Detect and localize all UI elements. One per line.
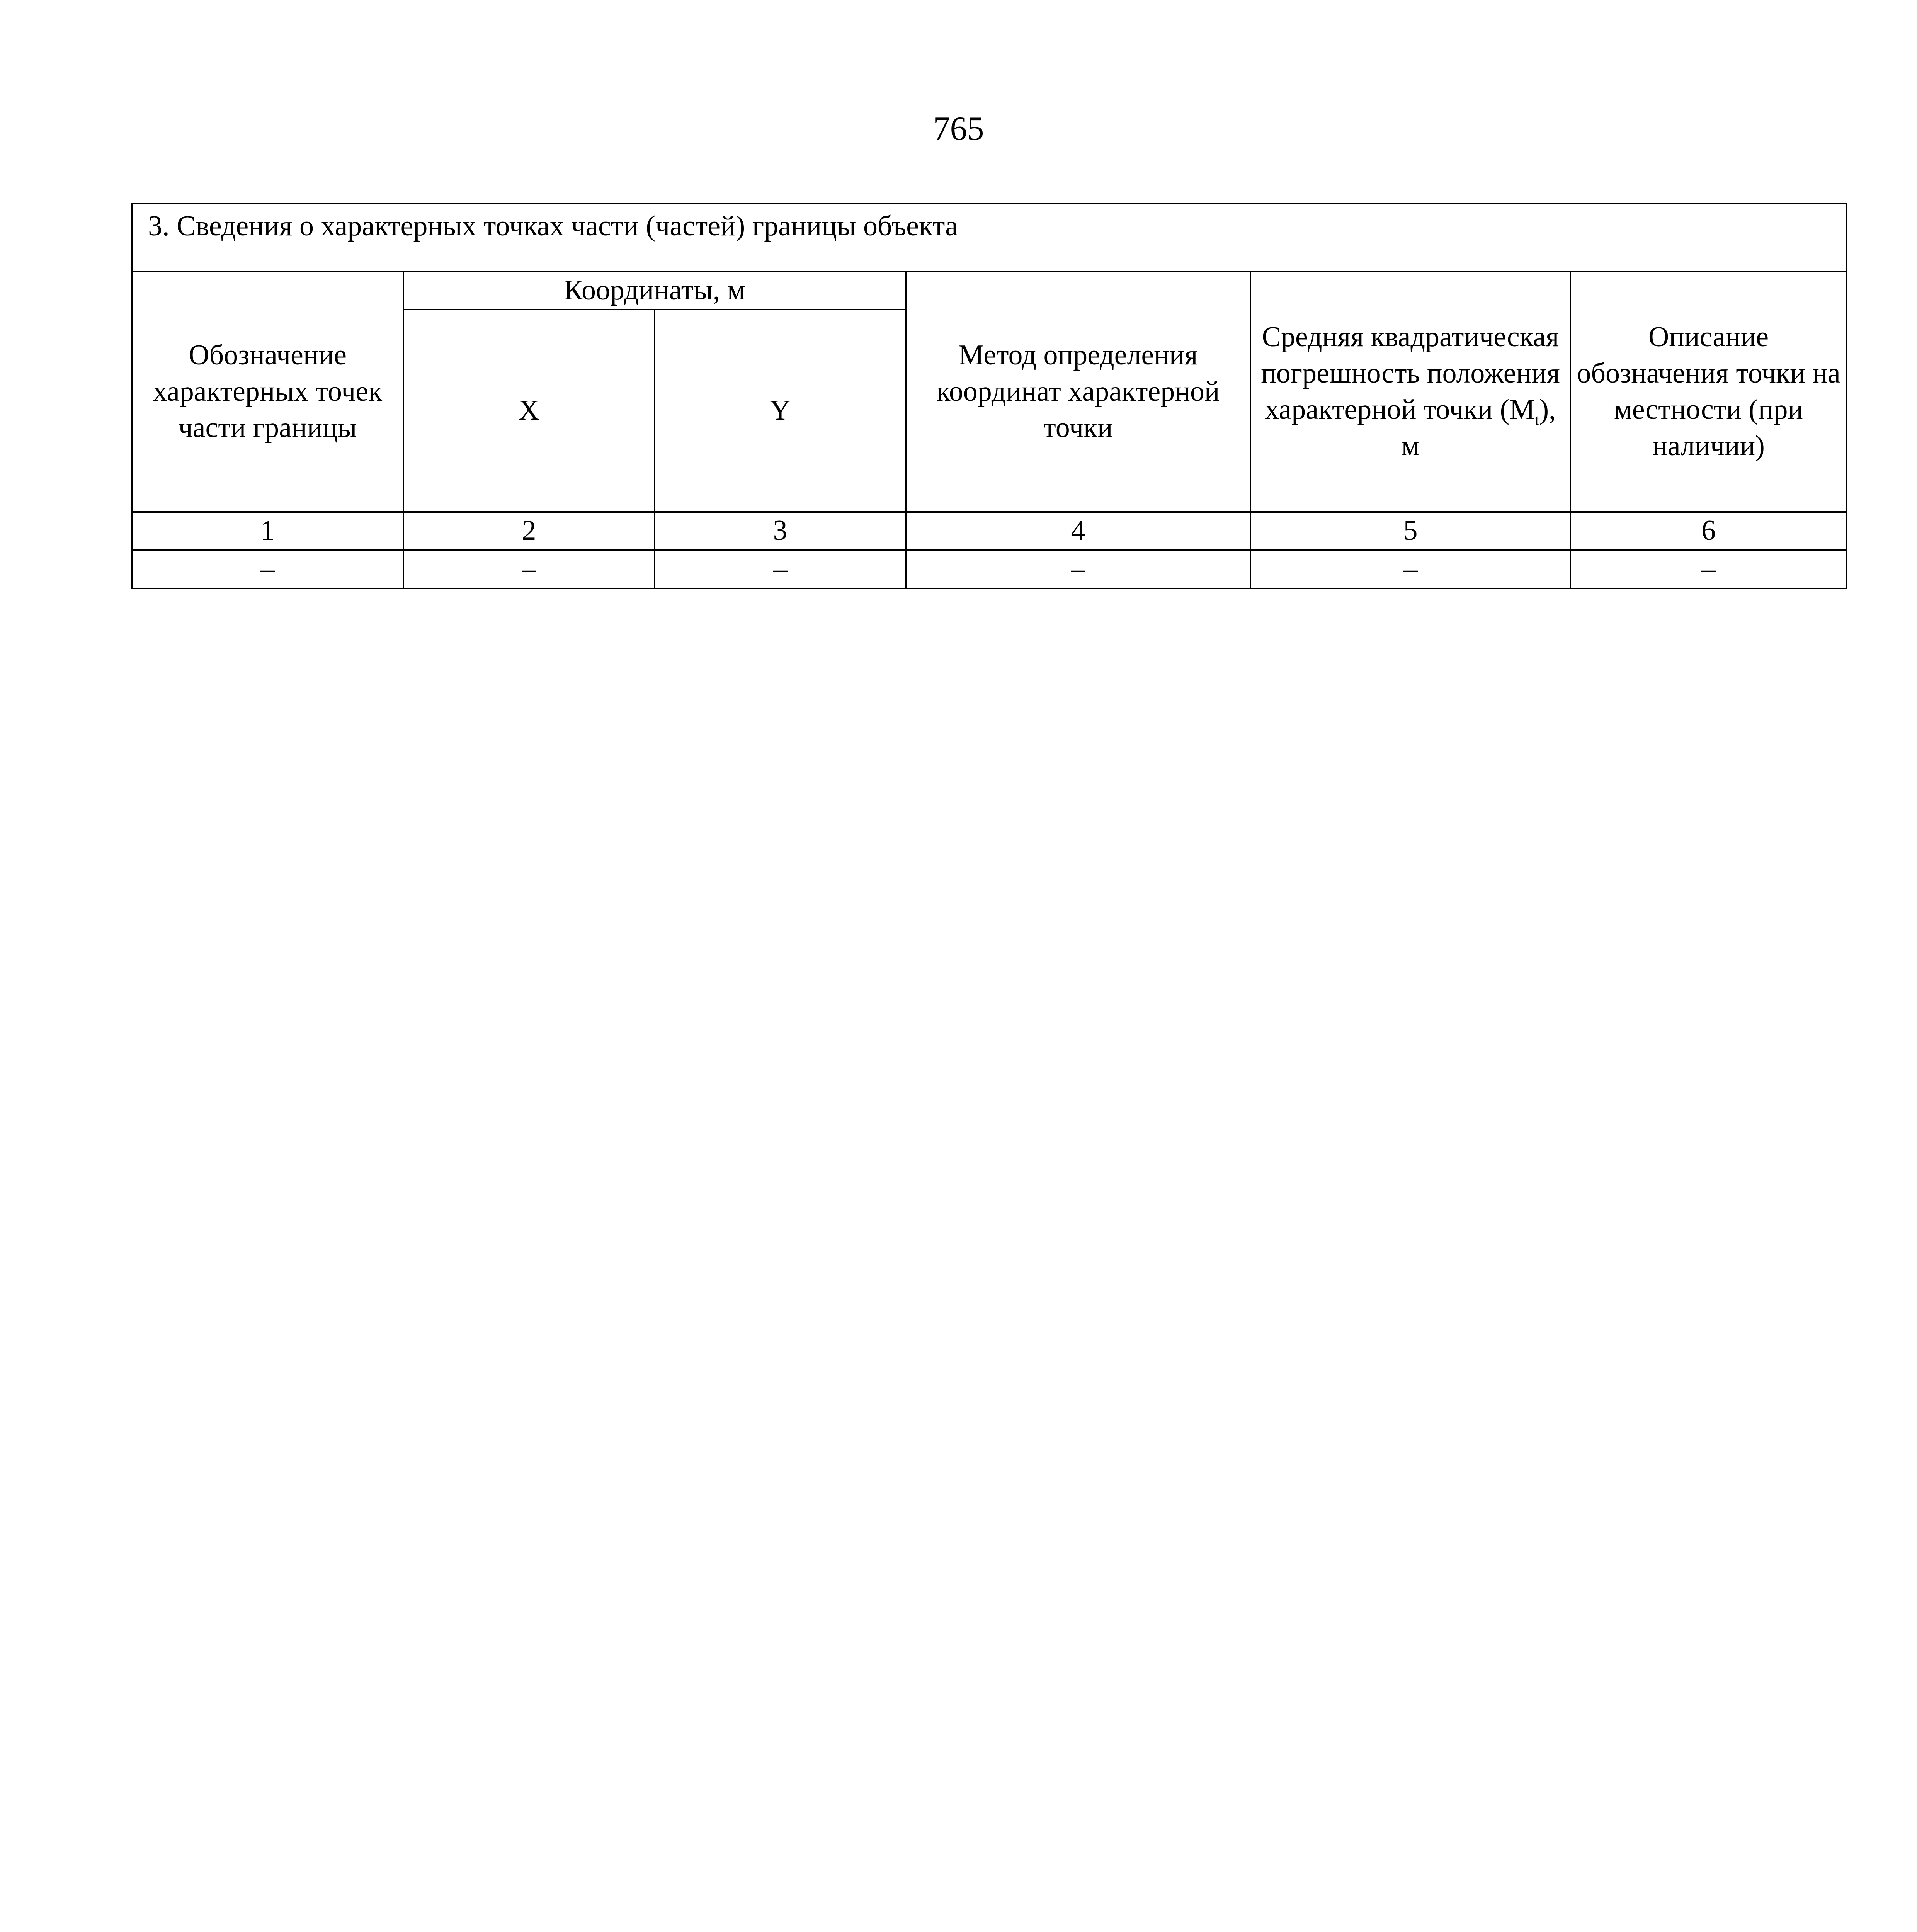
table-row bbox=[132, 550, 1847, 588]
column-number: 2 bbox=[403, 512, 655, 550]
table-cell: – bbox=[655, 550, 906, 588]
header-point-designation: Обозначение характерных точек части границы bbox=[132, 272, 403, 512]
table-cell: – bbox=[403, 550, 655, 588]
table-cell: – bbox=[132, 550, 403, 588]
header-mean-square-error-unit: ), м bbox=[1401, 394, 1556, 462]
table-cell: – bbox=[906, 550, 1250, 588]
header-x: X bbox=[403, 310, 655, 512]
table-cell: – bbox=[1250, 550, 1570, 588]
header-coordinates-group: Координаты, м bbox=[403, 272, 906, 310]
table-cell: – bbox=[1570, 550, 1847, 588]
column-number: 3 bbox=[655, 512, 906, 550]
header-mean-square-error-text: Средняя квадратическая погрешность положения характерной точки (M bbox=[1261, 321, 1560, 425]
header-mean-square-error-subscript: t bbox=[1535, 411, 1539, 429]
header-method: Метод определения координат характерной точки bbox=[906, 272, 1250, 512]
header-y: Y bbox=[655, 310, 906, 512]
page-number: 765 bbox=[933, 110, 984, 148]
section-title: 3. Сведения о характерных точках части (частей) границы объекта bbox=[132, 204, 1847, 272]
characteristic-points-table bbox=[131, 203, 1847, 589]
column-number: 1 bbox=[132, 512, 403, 550]
header-mean-square-error bbox=[1250, 272, 1570, 512]
header-point-description: Описание обозначения точки на местности (при наличии) bbox=[1570, 272, 1847, 512]
column-number: 4 bbox=[906, 512, 1250, 550]
column-numbers-row bbox=[132, 512, 1847, 550]
column-number: 6 bbox=[1570, 512, 1847, 550]
column-number: 5 bbox=[1250, 512, 1570, 550]
